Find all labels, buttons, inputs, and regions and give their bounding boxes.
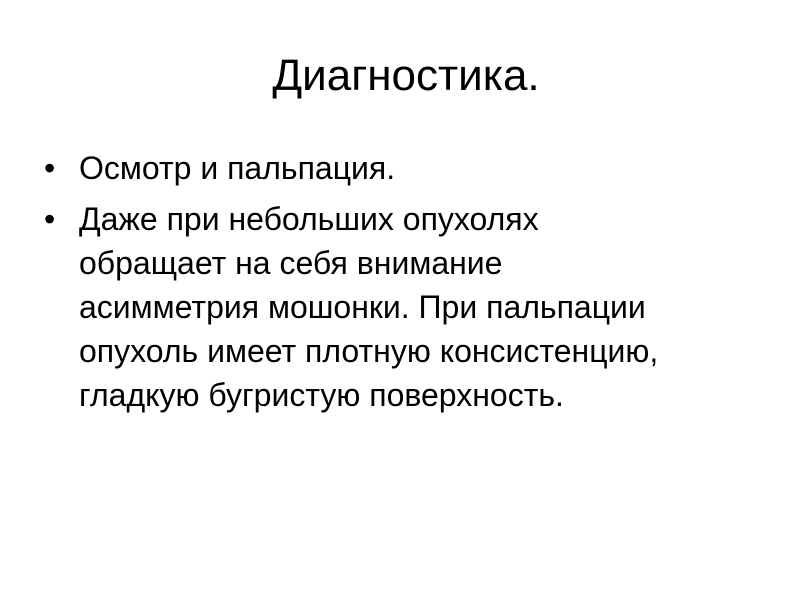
bullet-marker: • [44,201,56,237]
bullet-marker: • [44,150,56,186]
bullet-text: Осмотр и пальпация. [79,150,396,186]
bullet-list [44,146,764,417]
slide-title: Диагностика. [272,51,540,100]
bullet-item [44,146,764,190]
bullet-text: Даже при небольших опухолях обращает на себя внимание асимметрия мошонки. При пальпации опухоль имеет плотную консистенцию, гладкую бугристую поверхность. [79,201,659,413]
bullet-item [44,197,764,417]
